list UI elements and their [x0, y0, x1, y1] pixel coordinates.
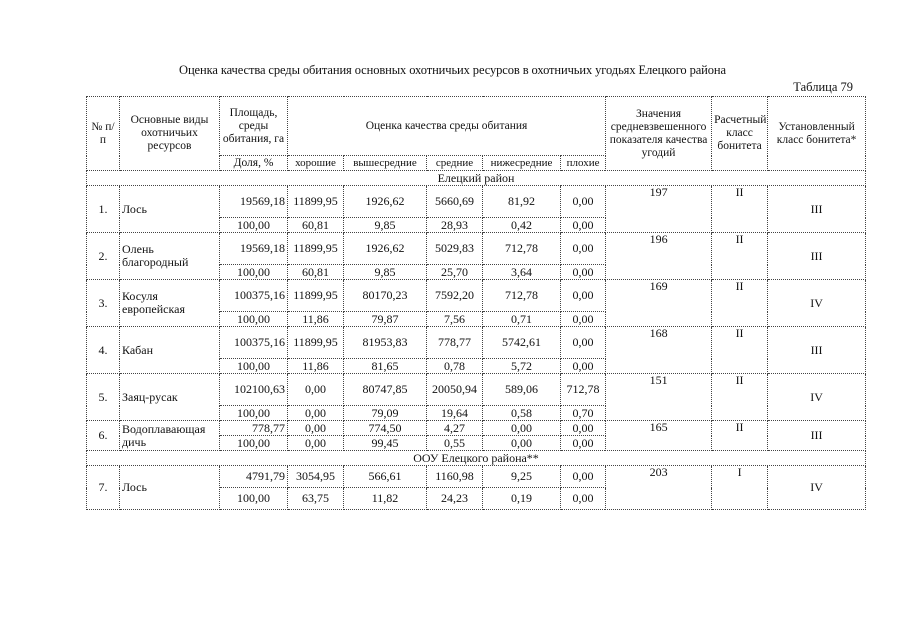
calc-class: II [712, 186, 768, 233]
cell-mid-area: 778,77 [427, 327, 483, 359]
header-above: вышесредние [344, 156, 427, 171]
weighted-value: 151 [606, 374, 712, 421]
cell-above-area: 1926,62 [344, 186, 427, 218]
weighted-value: 165 [606, 421, 712, 451]
cell-area-area: 100375,16 [220, 327, 288, 359]
cell-good-area: 11899,95 [288, 327, 344, 359]
cell-bad-share: 0,00 [561, 265, 606, 280]
cell-above-share: 81,65 [344, 359, 427, 374]
cell-area-area: 778,77 [220, 421, 288, 436]
cell-above-area: 1926,62 [344, 233, 427, 265]
cell-above-area: 80170,23 [344, 280, 427, 312]
cell-area-area: 100375,16 [220, 280, 288, 312]
set-class: III [768, 421, 866, 451]
cell-bad-area: 0,00 [561, 327, 606, 359]
cell-mid-share: 28,93 [427, 218, 483, 233]
cell-area-area: 19569,18 [220, 233, 288, 265]
row-number: 7. [87, 466, 120, 510]
header-good: хорошие [288, 156, 344, 171]
table-title: Оценка качества среды обитания основных охотничьих ресурсов в охотничьих угодьях Елецкого района [179, 63, 726, 77]
cell-bad-share: 0,00 [561, 436, 606, 451]
species-name: Кабан [120, 327, 220, 374]
cell-bad-area: 0,00 [561, 421, 606, 436]
header-set-class: Установленный класс бонитета* [768, 97, 866, 171]
row-number: 4. [87, 327, 120, 374]
cell-bad-share: 0,00 [561, 218, 606, 233]
row-number: 3. [87, 280, 120, 327]
header-share: Доля, % [220, 156, 288, 171]
cell-good-area: 3054,95 [288, 466, 344, 488]
cell-above-area: 81953,83 [344, 327, 427, 359]
species-name: Лось [120, 186, 220, 233]
row-number: 6. [87, 421, 120, 451]
cell-above-area: 774,50 [344, 421, 427, 436]
set-class: III [768, 327, 866, 374]
calc-class: II [712, 233, 768, 280]
weighted-value: 197 [606, 186, 712, 233]
cell-good-share: 11,86 [288, 359, 344, 374]
cell-below-share: 0,71 [483, 312, 561, 327]
quality-table [86, 96, 866, 510]
cell-bad-share: 0,00 [561, 312, 606, 327]
cell-good-share: 63,75 [288, 488, 344, 510]
set-class: IV [768, 466, 866, 510]
calc-class: I [712, 466, 768, 510]
section-header: ООУ Елецкого района** [87, 451, 866, 466]
cell-bad-share: 0,00 [561, 488, 606, 510]
cell-mid-area: 5660,69 [427, 186, 483, 218]
set-class: IV [768, 374, 866, 421]
cell-below-share: 0,58 [483, 406, 561, 421]
cell-below-area: 712,78 [483, 280, 561, 312]
set-class: IV [768, 280, 866, 327]
cell-area-share: 100,00 [220, 436, 288, 451]
cell-good-area: 0,00 [288, 374, 344, 406]
set-class: III [768, 233, 866, 280]
row-number: 5. [87, 374, 120, 421]
cell-area-area: 4791,79 [220, 466, 288, 488]
set-class: III [768, 186, 866, 233]
header-num: № п/п [87, 97, 120, 171]
row-number: 2. [87, 233, 120, 280]
weighted-value: 196 [606, 233, 712, 280]
cell-good-share: 11,86 [288, 312, 344, 327]
cell-area-share: 100,00 [220, 406, 288, 421]
cell-bad-area: 0,00 [561, 280, 606, 312]
cell-mid-share: 7,56 [427, 312, 483, 327]
section-header: Елецкий район [87, 171, 866, 186]
weighted-value: 203 [606, 466, 712, 510]
cell-mid-area: 4,27 [427, 421, 483, 436]
cell-mid-share: 0,78 [427, 359, 483, 374]
cell-below-area: 9,25 [483, 466, 561, 488]
cell-below-area: 81,92 [483, 186, 561, 218]
cell-above-share: 9,85 [344, 265, 427, 280]
calc-class: II [712, 280, 768, 327]
cell-good-area: 11899,95 [288, 233, 344, 265]
cell-above-share: 11,82 [344, 488, 427, 510]
cell-bad-area: 0,00 [561, 466, 606, 488]
cell-below-share: 5,72 [483, 359, 561, 374]
header-weighted: Значения средневзвешенного показателя качества угодий [606, 97, 712, 171]
cell-good-share: 60,81 [288, 265, 344, 280]
weighted-value: 168 [606, 327, 712, 374]
header-calc-class: Расчетный класс бонитета [712, 97, 768, 171]
species-name: Заяц-русак [120, 374, 220, 421]
cell-area-share: 100,00 [220, 488, 288, 510]
cell-bad-area: 0,00 [561, 186, 606, 218]
header-mid: средние [427, 156, 483, 171]
cell-above-area: 566,61 [344, 466, 427, 488]
cell-mid-area: 7592,20 [427, 280, 483, 312]
cell-below-area: 589,06 [483, 374, 561, 406]
cell-bad-area: 0,00 [561, 233, 606, 265]
calc-class: II [712, 327, 768, 374]
cell-good-area: 11899,95 [288, 186, 344, 218]
cell-mid-area: 20050,94 [427, 374, 483, 406]
species-name: Водоплавающая дичь [120, 421, 220, 451]
cell-area-share: 100,00 [220, 265, 288, 280]
cell-bad-area: 712,78 [561, 374, 606, 406]
species-name: Косуля европейская [120, 280, 220, 327]
cell-above-area: 80747,85 [344, 374, 427, 406]
weighted-value: 169 [606, 280, 712, 327]
header-bad: плохие [561, 156, 606, 171]
cell-mid-share: 25,70 [427, 265, 483, 280]
cell-below-share: 3,64 [483, 265, 561, 280]
cell-good-area: 11899,95 [288, 280, 344, 312]
cell-above-share: 9,85 [344, 218, 427, 233]
cell-below-area: 5742,61 [483, 327, 561, 359]
cell-mid-share: 24,23 [427, 488, 483, 510]
cell-mid-share: 0,55 [427, 436, 483, 451]
header-species: Основные виды охотничьих ресурсов [120, 97, 220, 171]
cell-good-share: 0,00 [288, 406, 344, 421]
cell-bad-share: 0,00 [561, 359, 606, 374]
cell-area-share: 100,00 [220, 218, 288, 233]
cell-good-share: 0,00 [288, 436, 344, 451]
species-name: Олень благородный [120, 233, 220, 280]
cell-good-area: 0,00 [288, 421, 344, 436]
cell-below-share: 0,42 [483, 218, 561, 233]
cell-area-share: 100,00 [220, 312, 288, 327]
cell-above-share: 99,45 [344, 436, 427, 451]
cell-below-area: 712,78 [483, 233, 561, 265]
cell-below-share: 0,00 [483, 436, 561, 451]
header-quality: Оценка качества среды обитания [288, 97, 606, 156]
header-area: Площадь, среды обитания, га [220, 97, 288, 156]
calc-class: II [712, 421, 768, 451]
species-name: Лось [120, 466, 220, 510]
cell-bad-share: 0,70 [561, 406, 606, 421]
cell-mid-area: 1160,98 [427, 466, 483, 488]
cell-below-area: 0,00 [483, 421, 561, 436]
cell-mid-area: 5029,83 [427, 233, 483, 265]
header-below: нижесредние [483, 156, 561, 171]
row-number: 1. [87, 186, 120, 233]
cell-good-share: 60,81 [288, 218, 344, 233]
cell-area-share: 100,00 [220, 359, 288, 374]
cell-above-share: 79,87 [344, 312, 427, 327]
calc-class: II [712, 374, 768, 421]
cell-below-share: 0,19 [483, 488, 561, 510]
cell-area-area: 102100,63 [220, 374, 288, 406]
cell-area-area: 19569,18 [220, 186, 288, 218]
cell-above-share: 79,09 [344, 406, 427, 421]
table-number: Таблица 79 [793, 80, 853, 94]
cell-mid-share: 19,64 [427, 406, 483, 421]
